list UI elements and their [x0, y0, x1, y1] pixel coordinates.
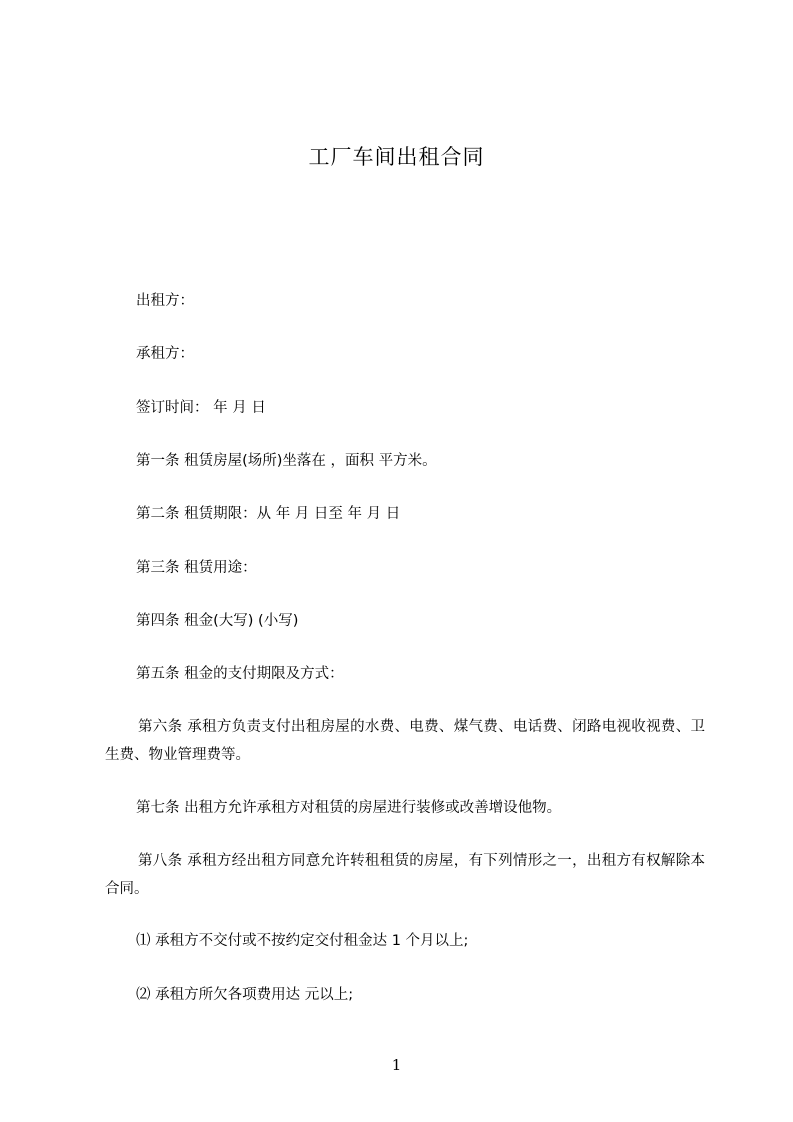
- article-4: 第四条 租金(大写) (小写): [136, 613, 299, 629]
- article-3: 第三条 租赁用途：: [136, 560, 257, 576]
- article-7: 第七条 出租方允许承租方对租赁的房屋进行装修或改善增设他物。: [136, 800, 562, 816]
- sign-date-line: 签订时间： 年 月 日: [136, 400, 266, 416]
- lessee-line: 承租方：: [136, 346, 194, 362]
- document-title: 工厂车间出租合同: [308, 145, 485, 169]
- lessor-line: 出租方：: [136, 293, 194, 309]
- article-1: 第一条 租赁房屋(场所)坐落在 ，面积 平方米。: [136, 453, 437, 469]
- article-2: 第二条 租赁期限：从 年 月 日至 年 月 日: [136, 506, 401, 522]
- article-6: 第六条 承租方负责支付出租房屋的水费、电费、煤气费、电话费、闭路电视收视费、卫生费、物业管理费等。: [105, 719, 705, 763]
- clause-1: ⑴ 承租方不交付或不按约定交付租金达 1 个月以上;: [136, 933, 469, 949]
- article-5: 第五条 租金的支付期限及方式：: [136, 666, 344, 682]
- page-number: 1: [391, 1056, 402, 1074]
- clause-2: ⑵ 承租方所欠各项费用达 元以上;: [136, 987, 354, 1003]
- article-8: 第八条 承租方经出租方同意允许转租租赁的房屋，有下列情形之一，出租方有权解除本合同。: [105, 853, 705, 897]
